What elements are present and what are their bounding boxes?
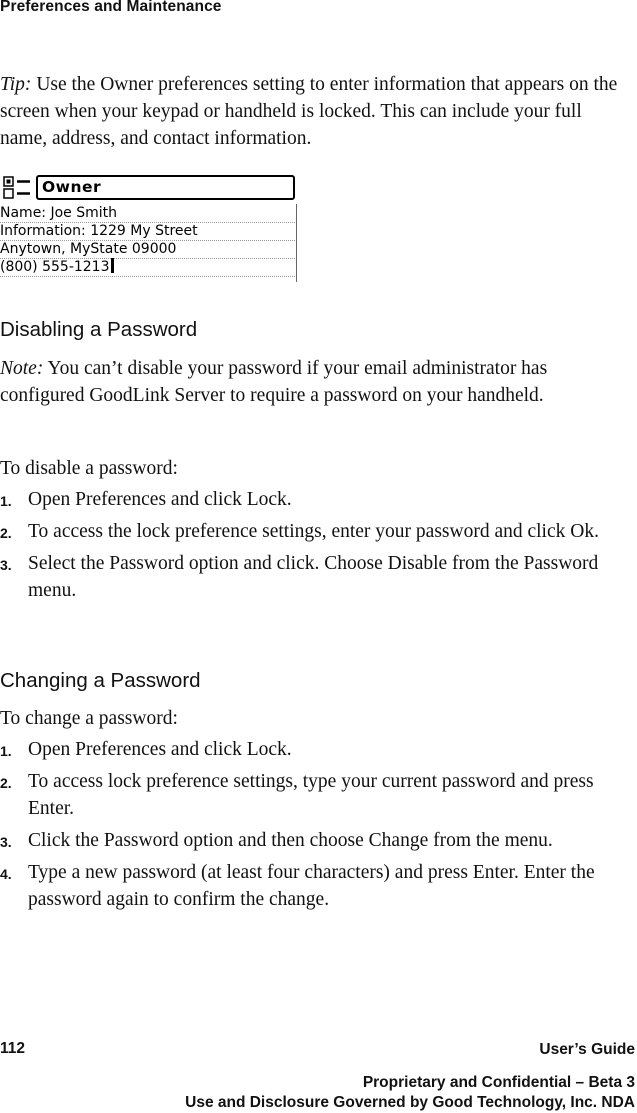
list-item xyxy=(0,859,632,913)
list-item xyxy=(0,486,632,513)
owner-title: Owner xyxy=(42,178,102,196)
running-head: Preferences and Maintenance xyxy=(0,0,222,15)
step-number: 4. xyxy=(0,866,12,882)
step-number: 2. xyxy=(0,525,12,541)
owner-body[interactable] xyxy=(0,204,297,282)
step-text: Open Preferences and click Lock. xyxy=(28,489,292,510)
step-text: Open Preferences and click Lock. xyxy=(28,739,292,760)
section-heading-change: Changing a Password xyxy=(0,669,201,692)
page-number: 112 xyxy=(0,1040,26,1057)
owner-line-text: (800) 555-1213 xyxy=(0,259,110,275)
change-intro: To change a password: xyxy=(0,708,178,729)
owner-line: Anytown, MyState 09000 xyxy=(0,240,297,259)
owner-line xyxy=(0,258,297,277)
tip-label: Tip: xyxy=(0,74,32,95)
change-steps-list xyxy=(0,736,632,913)
note-label: Note: xyxy=(0,358,44,379)
list-item xyxy=(0,736,632,763)
disable-steps-list xyxy=(0,486,632,604)
owner-title-tab xyxy=(36,175,295,200)
list-item xyxy=(0,550,632,604)
step-number: 3. xyxy=(0,557,12,573)
list-item xyxy=(0,827,632,854)
menu-list-icon xyxy=(3,176,31,200)
guide-title: User’s Guide xyxy=(539,1041,635,1058)
owner-right-border xyxy=(296,204,297,282)
step-text: To access lock preference settings, type your current password and press Enter. xyxy=(28,771,594,819)
step-number: 2. xyxy=(0,775,12,791)
owner-line: Information: 1229 My Street xyxy=(0,222,297,241)
tip-paragraph xyxy=(0,71,632,152)
note-text: You can’t disable your password if your email administrator has configured GoodLink Server to require a password on your handheld. xyxy=(0,358,548,406)
list-item xyxy=(0,518,632,545)
step-number: 1. xyxy=(0,493,12,509)
confidential-notice: Proprietary and Confidential – Beta 3 xyxy=(362,1074,635,1091)
step-number: 3. xyxy=(0,834,12,850)
tip-text: Use the Owner preferences setting to enter information that appears on the screen when your keypad or handheld is locked. This can include your full name, address, and contact information. xyxy=(0,74,618,149)
step-text: To access the lock preference settings, enter your password and click Ok. xyxy=(28,521,599,542)
step-text: Click the Password option and then choose Change from the menu. xyxy=(28,830,553,851)
section-heading-disable: Disabling a Password xyxy=(0,318,198,341)
owner-line: Name: Joe Smith xyxy=(0,204,297,223)
step-text: Select the Password option and click. Choose Disable from the Password menu. xyxy=(28,553,599,601)
owner-titlebar xyxy=(0,174,297,202)
text-cursor xyxy=(111,258,114,273)
list-item xyxy=(0,768,632,822)
disclosure-notice: Use and Disclosure Governed by Good Technology, Inc. NDA xyxy=(185,1094,635,1111)
disable-intro: To disable a password: xyxy=(0,458,178,479)
step-text: Type a new password (at least four characters) and press Enter. Enter the password again to confirm the change. xyxy=(28,862,595,910)
step-number: 1. xyxy=(0,743,12,759)
note-paragraph xyxy=(0,355,632,409)
owner-screenshot xyxy=(0,174,297,282)
